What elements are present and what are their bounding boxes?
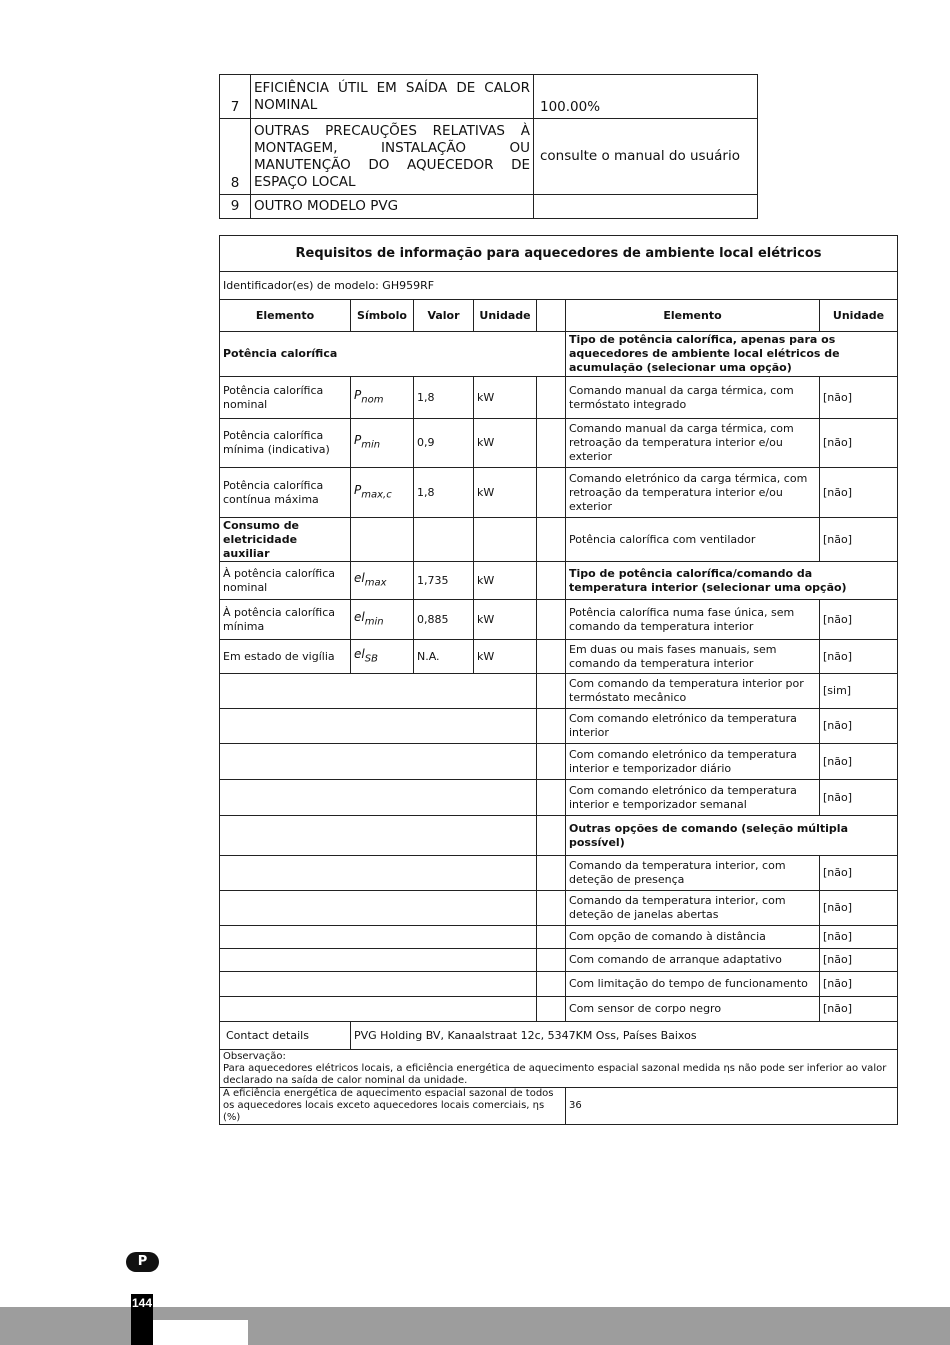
empty-cell xyxy=(537,468,566,518)
option-value: [não] xyxy=(820,997,898,1022)
option-value: [não] xyxy=(820,949,898,972)
empty-cell xyxy=(220,744,537,780)
empty-cell xyxy=(537,744,566,780)
table-row xyxy=(220,744,898,780)
header-row xyxy=(220,300,898,332)
empty-cell xyxy=(220,972,537,997)
empty-cell xyxy=(414,518,474,562)
table-row xyxy=(220,600,898,640)
option-value: [não] xyxy=(820,518,898,562)
option-value: [não] xyxy=(820,926,898,949)
table-row xyxy=(220,119,758,195)
empty-cell xyxy=(537,816,566,856)
option-label: Com comando eletrónico da temperatura interior e temporizador semanal xyxy=(566,780,820,816)
empty-cell xyxy=(537,780,566,816)
table-row xyxy=(220,75,758,119)
note-title: Observação: xyxy=(223,1050,286,1062)
table-row xyxy=(220,640,898,674)
note-text: Para aquecedores elétricos locais, a eficiência energética de aquecimento espacial sazonal medida ηs não pode ser inferior ao valor declarado na saída de calor nominal da unidade. xyxy=(223,1062,887,1086)
row-label: Potência calorífica mínima (indicativa) xyxy=(220,419,351,468)
row-label: Em estado de vigília xyxy=(220,640,351,674)
note-cell xyxy=(220,1050,898,1088)
empty-cell xyxy=(537,518,566,562)
empty-cell xyxy=(220,997,537,1022)
option-value: [não] xyxy=(820,468,898,518)
table-row xyxy=(220,468,898,518)
table-row xyxy=(220,891,898,926)
option-value: [não] xyxy=(820,891,898,926)
row-description: EFICIÊNCIA ÚTIL EM SAÍDA DE CALOR NOMINAL xyxy=(251,75,534,119)
header-unidade-right: Unidade xyxy=(820,300,898,332)
row-unit: kW xyxy=(474,419,537,468)
option-label: Em duas ou mais fases manuais, sem comando da temperatura interior xyxy=(566,640,820,674)
row-unit: kW xyxy=(474,600,537,640)
option-value: [não] xyxy=(820,377,898,419)
row-value: consulte o manual do usuário xyxy=(534,119,758,195)
option-label: Comando da temperatura interior, com deteção de presença xyxy=(566,856,820,891)
row-value: N.A. xyxy=(414,640,474,674)
footer-white-block xyxy=(153,1320,248,1345)
empty-cell xyxy=(474,518,537,562)
row-value: 100.00% xyxy=(534,75,758,119)
empty-cell xyxy=(537,640,566,674)
empty-cell xyxy=(537,891,566,926)
empty-cell xyxy=(537,997,566,1022)
table-row xyxy=(220,780,898,816)
header-elemento: Elemento xyxy=(220,300,351,332)
empty-cell xyxy=(220,949,537,972)
table-row xyxy=(220,709,898,744)
option-value: [não] xyxy=(820,972,898,997)
row-number: 7 xyxy=(220,75,251,119)
row-description: OUTRO MODELO PVG xyxy=(251,195,534,219)
table-row xyxy=(220,518,898,562)
efficiency-label: A eficiência energética de aquecimento espacial sazonal de todos os aquecedores locais exceto aquecedores locais comerciais, ηs (%) xyxy=(220,1088,566,1125)
option-label: Comando manual da carga térmica, com termóstato integrado xyxy=(566,377,820,419)
model-identifier: Identificador(es) de modelo: GH959RF xyxy=(220,272,898,300)
section-consumo-title: Consumo de eletricidade auxiliar xyxy=(220,518,351,562)
contact-row xyxy=(220,1022,898,1050)
empty-cell xyxy=(220,816,537,856)
row-label: Potência calorífica nominal xyxy=(220,377,351,419)
option-value: [não] xyxy=(820,744,898,780)
efficiency-value: 36 xyxy=(566,1088,898,1125)
empty-cell xyxy=(220,674,537,709)
empty-cell xyxy=(537,926,566,949)
empty-cell xyxy=(220,891,537,926)
row-unit: kW xyxy=(474,640,537,674)
row-label: À potência calorífica mínima xyxy=(220,600,351,640)
empty-cell xyxy=(220,780,537,816)
info-requirements-table xyxy=(219,235,898,1125)
contact-value: PVG Holding BV, Kanaalstraat 12c, 5347KM Oss, Países Baixos xyxy=(351,1022,898,1050)
header-elemento-right: Elemento xyxy=(566,300,820,332)
empty-cell xyxy=(537,600,566,640)
row-value: 0,9 xyxy=(414,419,474,468)
option-value: [sim] xyxy=(820,674,898,709)
option-label: Com sensor de corpo negro xyxy=(566,997,820,1022)
row-value: 1,8 xyxy=(414,468,474,518)
empty-cell xyxy=(220,709,537,744)
option-value: [não] xyxy=(820,640,898,674)
table-row xyxy=(220,377,898,419)
row-symbol: $P_{min}$ xyxy=(351,419,414,468)
header-unidade: Unidade xyxy=(474,300,537,332)
option-value: [não] xyxy=(820,780,898,816)
row-unit: kW xyxy=(474,562,537,600)
empty-cell xyxy=(537,949,566,972)
option-value: [não] xyxy=(820,419,898,468)
row-label: Potência calorífica contínua máxima xyxy=(220,468,351,518)
table-row xyxy=(220,972,898,997)
row-description: OUTRAS PRECAUÇÕES RELATIVAS À MONTAGEM, INSTALAÇÃO OU MANUTENÇÃO DO AQUECEDOR DE ESPAÇO LOCAL xyxy=(251,119,534,195)
empty-cell xyxy=(220,856,537,891)
row-symbol: $P_{max,c}$ xyxy=(351,468,414,518)
row-symbol: $el_{min}$ xyxy=(351,600,414,640)
page-number: 144 xyxy=(131,1296,153,1310)
section-potencia-title: Potência calorífica xyxy=(220,332,566,377)
empty-cell xyxy=(351,518,414,562)
option-label: Comando eletrónico da carga térmica, com retroação da temperatura interior e/ou exterior xyxy=(566,468,820,518)
table-row xyxy=(220,562,898,600)
option-label: Comando manual da carga térmica, com retroação da temperatura interior e/ou exterior xyxy=(566,419,820,468)
option-label: Comando da temperatura interior, com deteção de janelas abertas xyxy=(566,891,820,926)
row-value: 1,8 xyxy=(414,377,474,419)
empty-cell xyxy=(220,926,537,949)
section2-title: Tipo de potência calorífica/comando da temperatura interior (selecionar uma opção) xyxy=(566,562,898,600)
table-row xyxy=(220,332,898,377)
contact-label: Contact details xyxy=(220,1022,351,1050)
table-title: Requisitos de informação para aquecedores de ambiente local elétricos xyxy=(220,236,898,272)
option-label: Potência calorífica numa fase única, sem comando da temperatura interior xyxy=(566,600,820,640)
row-label: À potência calorífica nominal xyxy=(220,562,351,600)
section1-title: Tipo de potência calorífica, apenas para os aquecedores de ambiente local elétricos de acumulação (selecionar uma opção) xyxy=(566,332,898,377)
option-value: [não] xyxy=(820,600,898,640)
table-row xyxy=(220,236,898,272)
row-value: 0,885 xyxy=(414,600,474,640)
row-unit: kW xyxy=(474,468,537,518)
option-value: [não] xyxy=(820,709,898,744)
empty-cell xyxy=(537,419,566,468)
section3-title: Outras opções de comando (seleção múltipla possível) xyxy=(566,816,898,856)
option-label: Com comando eletrónico da temperatura interior xyxy=(566,709,820,744)
efficiency-row xyxy=(220,1088,898,1125)
note-row xyxy=(220,1050,898,1088)
row-number: 8 xyxy=(220,119,251,195)
table-row xyxy=(220,674,898,709)
option-label: Com comando da temperatura interior por termóstato mecânico xyxy=(566,674,820,709)
table-row xyxy=(220,816,898,856)
row-symbol: $P_{nom}$ xyxy=(351,377,414,419)
row-unit: kW xyxy=(474,377,537,419)
option-label: Potência calorífica com ventilador xyxy=(566,518,820,562)
row-symbol: $el_{max}$ xyxy=(351,562,414,600)
option-label: Com limitação do tempo de funcionamento xyxy=(566,972,820,997)
row-number: 9 xyxy=(220,195,251,219)
language-badge: P xyxy=(126,1252,159,1272)
table-row xyxy=(220,997,898,1022)
top-table xyxy=(219,74,758,219)
table-row xyxy=(220,949,898,972)
row-symbol: $el_{SB}$ xyxy=(351,640,414,674)
empty-cell xyxy=(537,562,566,600)
option-value: [não] xyxy=(820,856,898,891)
empty-cell xyxy=(537,856,566,891)
option-label: Com comando de arranque adaptativo xyxy=(566,949,820,972)
empty-cell xyxy=(537,377,566,419)
header-valor: Valor xyxy=(414,300,474,332)
table-row xyxy=(220,419,898,468)
row-value: 1,735 xyxy=(414,562,474,600)
empty-cell xyxy=(537,300,566,332)
option-label: Com opção de comando à distância xyxy=(566,926,820,949)
option-label: Com comando eletrónico da temperatura interior e temporizador diário xyxy=(566,744,820,780)
table-row xyxy=(220,272,898,300)
empty-cell xyxy=(537,674,566,709)
row-value xyxy=(534,195,758,219)
empty-cell xyxy=(537,972,566,997)
empty-cell xyxy=(537,709,566,744)
table-row xyxy=(220,856,898,891)
header-simbolo: Símbolo xyxy=(351,300,414,332)
table-row xyxy=(220,926,898,949)
table-row xyxy=(220,195,758,219)
